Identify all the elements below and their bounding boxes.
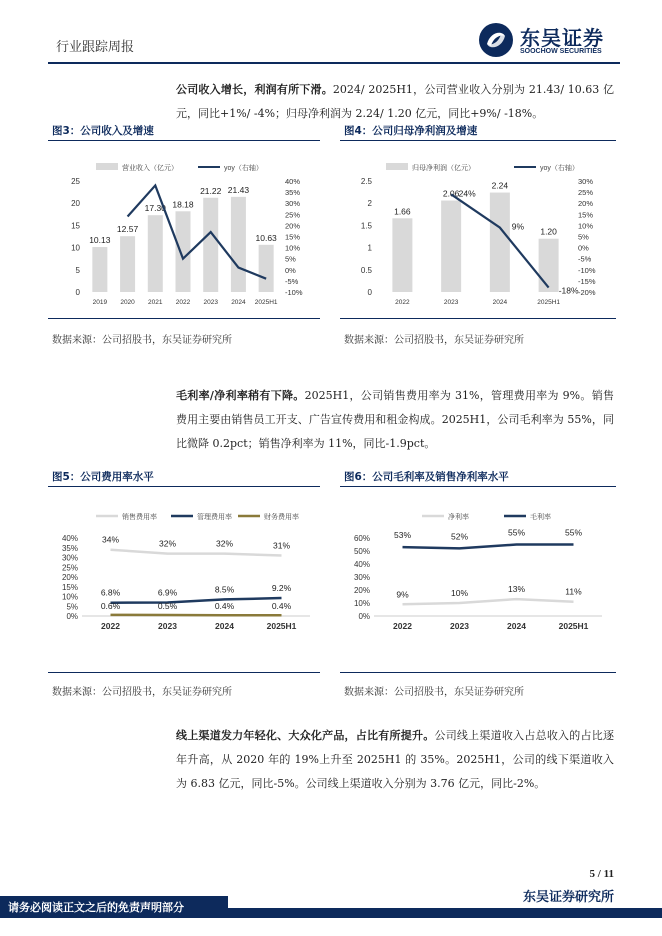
y-left-tick-label: 20 (71, 199, 80, 209)
x-tick-label: 2024 (492, 299, 508, 306)
y-right-tick-label: -10% (285, 288, 303, 297)
y-tick-label: 0% (358, 612, 370, 621)
fig6-source: 数据来源：公司招股书，东吴证券研究所 (344, 687, 524, 698)
x-tick-label: 2023 (158, 621, 177, 631)
y-tick-label: 5% (66, 602, 78, 612)
series-data-label: 32% (215, 538, 234, 549)
legend-label: 销售费用率 (122, 514, 157, 521)
y-left-tick-label: 0 (367, 288, 372, 297)
revenue-bar (490, 193, 510, 292)
x-tick-label: 2024 (231, 299, 246, 306)
yoy-data-label: 9% (511, 221, 525, 232)
paragraph-margins (176, 384, 614, 456)
series-data-label: 52% (450, 531, 469, 542)
paragraph-body: 2025H1，公司销售费用率为 31%，管理费用率为 9%。销售费用主要由销售员工开支、广告宣传费用和租金构成。2025H1，公司毛利率为 55%，同比微降 0.2pct；销售净利率为 11%，同比-1.9pct。 (176, 389, 614, 450)
y-right-tick-label: -10% (578, 265, 596, 275)
fig6-chart (340, 502, 616, 640)
paragraph-revenue (176, 78, 614, 126)
legend-label: 管理费用率 (197, 514, 232, 521)
bar-data-label: 2.24 (491, 180, 509, 191)
bar-data-label: 10.63 (255, 232, 277, 243)
series-data-label: 0.6% (100, 600, 121, 611)
fig6-title: 图6：公司毛利率及销售净利率水平 (344, 471, 509, 483)
logo-chinese-name: 东吴证券 (520, 26, 604, 50)
fig5-title-rule (48, 486, 320, 487)
page-number: 5 / 11 (589, 868, 614, 880)
bar-data-label: 17.30 (144, 203, 166, 214)
revenue-bar (539, 239, 559, 292)
series-data-label: 53% (393, 530, 412, 541)
yoy-data-label: 24% (458, 188, 476, 199)
bar-data-label: 12.57 (116, 224, 139, 235)
series-data-label: 11% (565, 586, 582, 597)
y-right-tick-label: 15% (578, 210, 594, 220)
y-tick-label: 30% (353, 573, 370, 582)
y-tick-label: 10% (353, 599, 370, 608)
y-right-tick-label: 40% (285, 177, 301, 186)
x-tick-label: 2025H1 (266, 621, 297, 631)
x-tick-label: 2019 (92, 299, 108, 306)
x-tick-label: 2024 (215, 621, 234, 631)
fig4-title: 图4：公司归母净利润及增速 (344, 125, 478, 137)
fig3-source: 数据来源：公司招股书，东吴证券研究所 (52, 335, 232, 346)
x-tick-label: 2022 (395, 299, 410, 306)
fig4-title-rule (340, 140, 616, 141)
bar-data-label: 1.66 (394, 206, 411, 217)
y-right-tick-label: -5% (578, 254, 592, 264)
legend-label: 净利率 (448, 514, 469, 521)
y-tick-label: 40% (353, 560, 370, 569)
fig3-title: 图3：公司收入及增速 (52, 125, 154, 137)
fig5-source: 数据来源：公司招股书，东吴证券研究所 (52, 687, 232, 698)
bar-data-label: 10.13 (89, 235, 111, 246)
bar-data-label: 1.20 (540, 226, 557, 237)
paragraph-heading: 线上渠道发力年轻化、大众化产品，占比有所提升。 (176, 729, 435, 742)
legend-bar-swatch (96, 163, 118, 170)
y-right-tick-label: 0% (578, 243, 589, 253)
fig6-bottom-rule (340, 672, 616, 673)
series-data-label: 0.5% (157, 601, 178, 612)
revenue-bar (203, 198, 218, 292)
fig3-title-rule (48, 140, 320, 141)
revenue-bar (259, 245, 274, 292)
series-data-label: 0.4% (214, 601, 235, 612)
y-right-tick-label: 10% (578, 221, 594, 231)
revenue-bar (92, 247, 107, 292)
legend-line-label: yoy（右轴） (224, 165, 263, 172)
paragraph-body: 2024/ 2025H1，公司营业收入分别为 21.43/ 10.63 亿元，同比+1%/ -4%；归母净利润为 2.24/ 1.20 亿元，同比+9%/ -18%。 (176, 83, 615, 120)
footer-institute: 东吴证券研究所 (522, 890, 614, 905)
legend-line-label: yoy（右轴） (540, 165, 579, 172)
y-right-tick-label: 5% (285, 254, 296, 264)
y-left-tick-label: 1 (367, 243, 372, 253)
y-right-tick-label: 30% (578, 177, 594, 186)
legend-bar-label: 归母净利润（亿元） (412, 165, 475, 172)
y-left-tick-label: 1.5 (360, 221, 372, 231)
y-left-tick-label: 2 (367, 199, 372, 209)
y-tick-label: 10% (61, 592, 78, 602)
y-tick-label: 30% (61, 553, 78, 563)
paragraph-channels (176, 724, 614, 796)
y-tick-label: 40% (61, 534, 78, 543)
x-tick-label: 2023 (450, 621, 469, 631)
bar-data-label: 18.18 (172, 199, 194, 210)
legend-bar-swatch (386, 163, 408, 170)
fig4-bottom-rule (340, 318, 616, 319)
fig5-bottom-rule (48, 672, 320, 673)
series-data-label: 55% (507, 527, 526, 538)
series-data-label: 0.4% (271, 601, 292, 612)
fig6-title-rule (340, 486, 616, 487)
y-tick-label: 25% (61, 563, 78, 573)
y-left-tick-label: 0.5 (360, 265, 372, 275)
series-line-0 (111, 550, 282, 556)
y-right-tick-label: 25% (285, 210, 301, 220)
series-data-label: 55% (564, 527, 583, 538)
y-left-tick-label: 5 (75, 265, 80, 275)
series-line-1 (111, 598, 282, 603)
y-right-tick-label: 20% (285, 221, 301, 231)
y-tick-label: 15% (61, 582, 78, 592)
y-left-tick-label: 15 (71, 221, 80, 231)
fig4-chart (340, 155, 616, 310)
bar-data-label: 21.43 (227, 184, 250, 195)
logo-english-name: SOOCHOW SECURITIES (520, 48, 602, 55)
logo-mark-icon (478, 22, 514, 58)
x-tick-label: 2022 (101, 621, 120, 631)
y-right-tick-label: 15% (285, 232, 301, 242)
bar-data-label: 21.22 (200, 185, 222, 196)
y-tick-label: 0% (66, 612, 78, 621)
y-tick-label: 20% (353, 586, 370, 595)
soochow-logo (478, 22, 618, 60)
legend-label: 毛利率 (530, 514, 551, 521)
revenue-bar (176, 211, 191, 292)
series-data-label: 32% (158, 538, 177, 549)
y-right-tick-label: 25% (578, 188, 594, 198)
revenue-bar (120, 236, 135, 292)
y-tick-label: 50% (353, 547, 370, 556)
y-tick-label: 20% (61, 573, 78, 582)
series-data-label: 9% (396, 589, 409, 600)
paragraph-heading: 毛利率/净利率稍有下降。 (176, 389, 305, 402)
y-left-tick-label: 25 (71, 177, 80, 186)
series-data-label: 10% (450, 588, 469, 598)
x-tick-label: 2020 (120, 299, 135, 306)
report-type-label: 行业跟踪周报 (56, 40, 135, 55)
y-left-tick-label: 0 (75, 288, 80, 297)
x-tick-label: 2023 (443, 299, 459, 306)
y-right-tick-label: -20% (578, 288, 596, 297)
y-right-tick-label: 0% (285, 265, 296, 275)
y-left-tick-label: 2.5 (360, 177, 372, 186)
series-data-label: 9.2% (271, 583, 292, 594)
revenue-bar (231, 197, 246, 292)
y-right-tick-label: 5% (578, 232, 589, 242)
y-right-tick-label: 30% (285, 199, 301, 209)
y-left-tick-label: 10 (71, 243, 80, 253)
paragraph-body: 公司线上渠道收入占总收入的占比逐年升高，从 2020 年的 19%上升至 2025H1 的 35%。2025H1，公司的线下渠道收入为 6.83 亿元，同比-5%。公司线上渠道收入分别为 3.76 亿元，同比-2%。 (176, 729, 615, 790)
revenue-bar (148, 215, 163, 292)
series-data-label: 31% (272, 540, 291, 551)
fig3-chart (48, 155, 320, 310)
x-tick-label: 2022 (175, 299, 191, 306)
x-tick-label: 2025H1 (558, 621, 589, 631)
fig5-chart (48, 506, 320, 638)
y-tick-label: 60% (353, 534, 370, 543)
y-right-tick-label: 20% (578, 199, 594, 209)
series-data-label: 6.8% (100, 587, 121, 598)
series-line-1 (403, 545, 574, 549)
header-rule (48, 62, 620, 64)
paragraph-heading: 公司收入增长，利润有所下滑。 (176, 83, 333, 96)
y-right-tick-label: 10% (285, 243, 301, 253)
x-tick-label: 2025H1 (537, 299, 561, 306)
x-tick-label: 2022 (393, 621, 412, 631)
y-right-tick-label: 35% (285, 188, 301, 198)
x-tick-label: 2021 (148, 299, 163, 306)
fig4-source: 数据来源：公司招股书，东吴证券研究所 (344, 335, 524, 346)
fig5-title: 图5：公司费用率水平 (52, 471, 154, 483)
series-data-label: 13% (507, 584, 526, 595)
series-data-label: 6.9% (157, 587, 178, 598)
series-data-label: 34% (101, 534, 120, 545)
series-data-label: 8.5% (214, 584, 235, 595)
y-tick-label: 35% (61, 543, 78, 553)
legend-bar-label: 营业收入（亿元） (122, 165, 178, 172)
footer-disclaimer: 请务必阅读正文之后的免责声明部分 (8, 901, 184, 914)
yoy-data-label: -18% (558, 285, 579, 296)
fig3-bottom-rule (48, 318, 320, 319)
y-right-tick-label: -5% (285, 276, 299, 286)
x-tick-label: 2023 (203, 299, 218, 306)
y-right-tick-label: -15% (578, 276, 596, 286)
series-line-0 (403, 599, 574, 604)
footer-strip (228, 908, 662, 918)
x-tick-label: 2025H1 (254, 299, 278, 306)
x-tick-label: 2024 (507, 621, 526, 631)
revenue-bar (441, 201, 461, 292)
legend-label: 财务费用率 (264, 514, 299, 521)
revenue-bar (392, 218, 412, 292)
bar-data-label: 2.06 (442, 188, 460, 199)
